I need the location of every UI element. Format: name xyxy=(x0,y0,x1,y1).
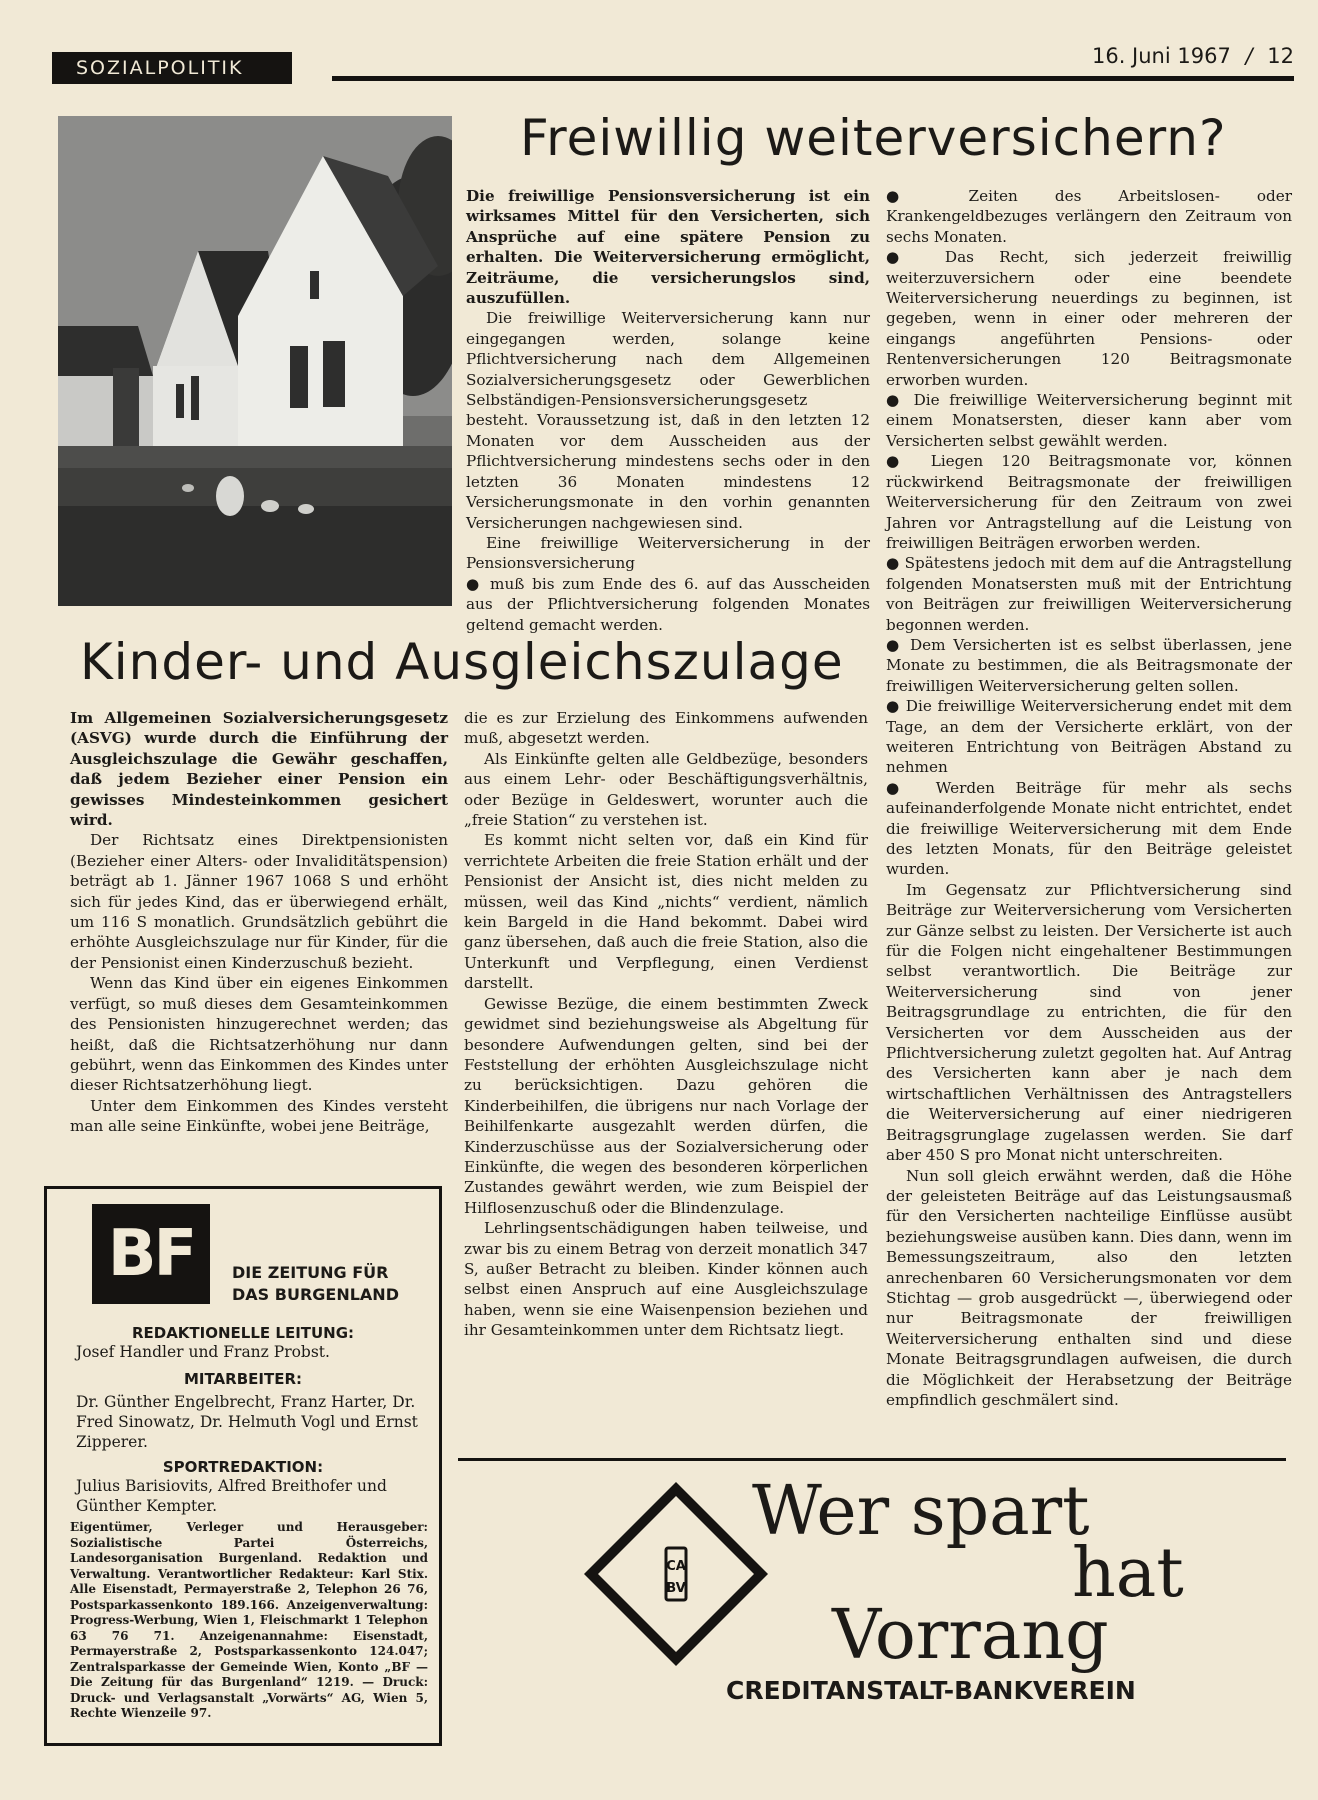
article-freiwillig-column-2 xyxy=(886,186,1292,1410)
article-paragraph: Die freiwillige Weiterversicherung kann nur eingegangen werden, solange keine Pflichtversicherung nach dem Allgemeinen Sozialversicherungsgesetz oder Gewerblichen Selbständigen-Pensionsversicherungsgesetz besteht. Voraussetzung ist, daß in den letzten 12 Monaten vor dem Ausscheiden aus der Pflichtversicherung mindestens sechs oder in den letzten 36 Monaten mindestens 12 Versicherungsmonate in den vorhin genannten Versicherungen nachgewiesen sind. xyxy=(466,309,870,532)
newspaper-name-line-1: DIE ZEITUNG FÜR xyxy=(232,1263,389,1282)
bullet-item: ● Liegen 120 Beitragsmonate vor, können rückwirkend Beitragsmonate der freiwilligen Weiterversicherung für den Zeitraum von zwei Jahren vor Antragstellung auf die Leistung von freiwilligen Beiträgen erworben werden. xyxy=(886,451,1292,553)
bf-logo: BF xyxy=(92,1204,210,1304)
bullet-item: ● Werden Beiträge für mehr als sechs aufeinanderfolgende Monate nicht entrichtet, endet die freiwillige Weiterversicherung mit dem Ende des letzten Monats, für den Beiträge geleistet wurden. xyxy=(886,778,1292,880)
article-paragraph: Eine freiwillige Weiterversicherung in der Pensionsversicherung xyxy=(466,533,870,573)
newspaper-name-line-2: DAS BURGENLAND xyxy=(232,1285,399,1304)
bullet-item: ● muß bis zum Ende des 6. auf das Ausscheiden aus der Pflichtversicherung folgenden Monates geltend gemacht werden. xyxy=(466,574,870,635)
ad-slogan-line-3: Vorrang xyxy=(832,1596,1109,1675)
article-paragraph: Es kommt nicht selten vor, daß ein Kind für verrichtete Arbeiten die freie Station erhält und der Pensionist der Ansicht ist, dies nicht melden zu müssen, weil das Kind „nichts“ verdient, nämlich kein Bargeld in die Hand bekommt. Dabei wird ganz übersehen, daß auch die freie Station, also die Unterkunft und Verpflegung, einen Verdienst darstellt. xyxy=(464,831,868,993)
bullet-item: ● Spätestens jedoch mit dem auf die Antragstellung folgenden Monatsersten muß mit der Entrichtung von Beiträgen zur freiwilligen Weiterversicherung begonnen werden. xyxy=(886,553,1292,635)
article-paragraph: Nun soll gleich erwähnt werden, daß die Höhe der geleisteten Beiträge auf das Leistungsausmaß für den Versicherten nachteilige Einflüsse ausübt beziehungsweise ausüben kann. Dies dann, wenn im Bemessungszeitraum, also den letzten anrechenbaren 60 Versicherungsmonaten vor dem Stichtag — grob ausgedrückt —, überwiegend oder nur Beitragsmonate der freiwilligen Weiterversicherung enthalten sind und diese Monate Beitragsgrundlagen aufweisen, die durch die Möglichkeit der Herabsetzung der Beiträge empfindlich geschmälert sind. xyxy=(886,1166,1292,1409)
ad-top-rule xyxy=(458,1458,1286,1461)
ad-slogan-line-2: hat xyxy=(1072,1534,1184,1613)
ad-bank-name: CREDITANSTALT-BANKVEREIN xyxy=(726,1676,1136,1705)
staff-heading: MITARBEITER: xyxy=(183,1370,303,1388)
header-rule xyxy=(332,76,1294,81)
editorial-heading: REDAKTIONELLE LEITUNG: xyxy=(131,1324,355,1342)
bullet-item: ● Die freiwillige Weiterversicherung endet mit dem Tage, an dem der Versicherte erklärt, von der weiteren Entrichtung von Beiträgen Abstand zu nehmen xyxy=(886,696,1292,778)
date-text: 16. Juni 1967 xyxy=(1091,44,1231,68)
section-label: SOZIALPOLITIK xyxy=(52,52,292,84)
article-title-freiwillig: Freiwillig weiterversichern? xyxy=(520,109,1227,167)
bullet-item: ● Das Recht, sich jederzeit freiwillig weiterzuversichern oder eine beendete Weiterversicherung neuerdings zu beginnen, ist gegeben, wenn in einer oder mehreren der eingangs angeführten Pensions- oder Rentenversicherungen 120 Beitragsmonate erworben wurden. xyxy=(886,247,1292,390)
sport-names: Julius Barisiovits, Alfred Breithofer und Günther Kempter. xyxy=(76,1477,387,1515)
ad-slogan-line-1: Wer spart xyxy=(752,1472,1090,1551)
article-paragraph: Der Richtsatz eines Direktpensionisten (Bezieher einer Alters- oder Invaliditätspension) beträgt ab 1. Jänner 1967 1068 S und erhöht sich für jedes Kind, das er überwiegend erhält, um 116 S monatlich. Grundsätzlich gebührt die erhöhte Ausgleichszulage nur für Kinder, für die der Pensionist einen Kinderzuschuß bezieht. xyxy=(70,831,448,972)
article-lead: Die freiwillige Pensionsversicherung ist ein wirksames Mittel für den Versicherten, sich Ansprüche auf eine spätere Pension zu erhalten. Die Weiterversicherung ermöglicht, Zeiträume, die versicherungslos sind, auszufüllen. xyxy=(466,187,870,308)
date-separator: / xyxy=(1245,44,1253,68)
bullet-item: ● Dem Versicherten ist es selbst überlassen, jene Monate zu bestimmen, die als Beitragsmonate der freiwilligen Weiterversicherung gelten sollen. xyxy=(886,635,1292,696)
house-photo xyxy=(58,116,452,606)
article-kinder-column-1 xyxy=(70,708,448,1137)
page-number: 12 xyxy=(1267,44,1294,68)
imprint-small-print: Eigentümer, Verleger und Herausgeber: Sozialistische Partei Österreichs, Landesorganisation Burgenland. Redaktion und Verwaltung. Verantwortlicher Redakteur: Karl Stix. Alle Eisenstadt, Permayerstraße 2, Telephon 26 76, Postsparkassenkonto 189.166. Anzeigenverwaltung: Progress-Werbung, Wien 1, Fleischmarkt 1 Telephon 63 76 71. Anzeigenannahme: Eisenstadt, Permayerstraße 2, Postsparkassenkonto 124.047; Zentralsparkasse der Gemeinde Wien, Konto „BF — Die Zeitung für das Burgenland“ 1219. — Druck: Druck- und Verlagsanstalt „Vorwärts“ AG, Wien 5, Rechte Wienzeile 97. xyxy=(70,1520,428,1720)
article-kinder-column-2 xyxy=(464,708,868,1341)
article-paragraph: Im Gegensatz zur Pflichtversicherung sind Beiträge zur Weiterversicherung vom Versicherten zur Gänze selbst zu leisten. Der Versicherte ist auch für die Folgen nicht eingehaltener Bestimmungen selbst verantwortlich. Die Beiträge zur Weiterversicherung sind von jener Beitragsgrundlage zu entrichten, die für den Versicherten vor dem Ausscheiden aus der Pflichtversicherung zuletzt gegolten hat. Auf Antrag des Versicherten kann aber je nach dem wirtschaftlichen Verhältnissen des Antragstellers die Weiterversicherung auf einer niedrigeren Beitragsgrunglage zugelassen werden. Sie darf aber 450 S pro Monat nicht unterschreiten. xyxy=(886,880,1292,1165)
bank-logo-text-top: CA xyxy=(666,1559,686,1574)
article-paragraph: Lehrlingsentschädigungen haben teilweise, und zwar bis zu einem Betrag von derzeit monatlich 347 S, außer Betracht zu bleiben. Kinder können auch selbst einen Anspruch auf eine Ausgleichszulage haben, wenn sie eine Waisenpension beziehen und ihr Gesamteinkommen unter dem Richtsatz liegt. xyxy=(464,1219,868,1340)
article-freiwillig-column-1 xyxy=(466,186,870,635)
bank-logo-graphic xyxy=(580,1478,772,1670)
bank-logo-text-bottom: BV xyxy=(666,1581,686,1596)
article-paragraph: Gewisse Bezüge, die einem bestimmten Zweck gewidmet sind beziehungsweise als Abgeltung für besondere Aufwendungen gelten, sind bei der Feststellung der erhöhten Ausgleichszulage nicht zu berücksichtigen. Dazu gehören die Kinderbeihilfen, die übrigens nur nach Vorlage der Beihilfenkarte ausgezahlt werden dürfen, die Kinderzuschüsse aus der Sozialversicherung oder Einkünfte, die wegen des besonderen körperlichen Zustandes gewährt werden, wie zum Beispiel der Hilflosenzuschuß oder die Blindenzulage. xyxy=(464,994,868,1217)
article-paragraph: Unter dem Einkommen des Kindes versteht man alle seine Einkünfte, wobei jene Beiträge, xyxy=(70,1096,448,1136)
bullet-item: ● Zeiten des Arbeitslosen- oder Krankengeldbezuges verlängern den Zeitraum von sechs Monaten. xyxy=(886,186,1292,247)
staff-names: Dr. Günther Engelbrecht, Franz Harter, Dr. Fred Sinowatz, Dr. Helmuth Vogl und Ernst Zipperer. xyxy=(76,1393,418,1451)
article-paragraph: Als Einkünfte gelten alle Geldbezüge, besonders aus einem Lehr- oder Beschäftigungsverhältnis, oder Bezüge in Geldeswert, worunter auch die „freie Station“ zu verstehen ist. xyxy=(464,749,868,830)
bullet-item: ● Die freiwillige Weiterversicherung beginnt mit einem Monatsersten, dieser kann aber vom Versicherten selbst gewählt werden. xyxy=(886,390,1292,451)
bank-logo xyxy=(580,1478,772,1670)
article-lead: Im Allgemeinen Sozialversicherungsgesetz (ASVG) wurde durch die Einführung der Ausgleichszulage die Gewähr geschaffen, daß jedem Bezieher einer Pension ein gewisses Mindesteinkommen gesichert wird. xyxy=(70,709,448,830)
article-paragraph: die es zur Erzielung des Einkommens aufwenden muß, abgesetzt werden. xyxy=(464,709,868,748)
sport-heading: SPORTREDAKTION: xyxy=(162,1458,324,1476)
house-photo-drawing xyxy=(58,116,452,606)
article-paragraph: Wenn das Kind über ein eigenes Einkommen verfügt, so muß dieses dem Gesamteinkommen des Pensionisten hinzugerechnet werden; das heißt, daß die Richtsatzerhöhung nur dann gebührt, wenn das Einkommen des Kindes unter dieser Richtsatzerhöhung liegt. xyxy=(70,974,448,1095)
newspaper-name xyxy=(232,1262,399,1306)
article-title-kinder: Kinder- und Ausgleichszulage xyxy=(80,633,844,691)
editorial-names: Josef Handler und Franz Probst. xyxy=(76,1343,330,1361)
issue-date xyxy=(1092,44,1294,68)
